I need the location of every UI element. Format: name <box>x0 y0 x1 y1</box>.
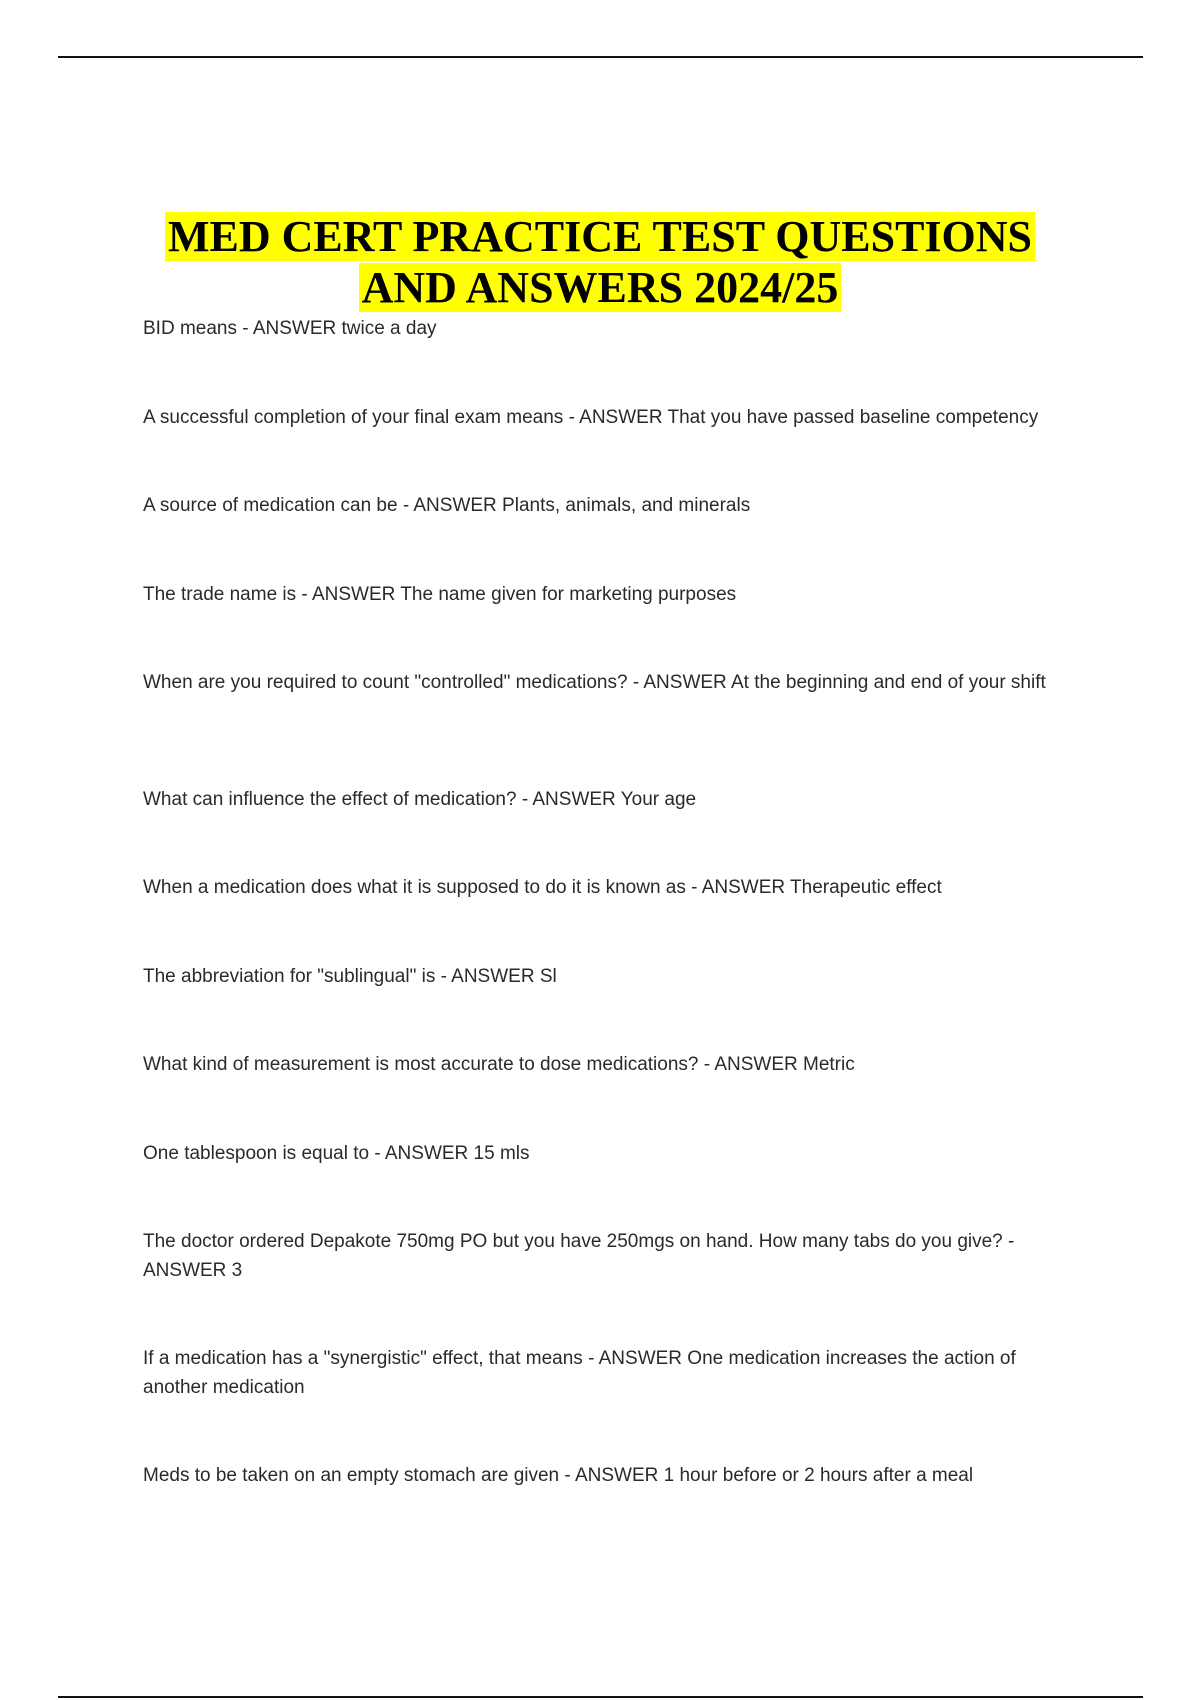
qa-item-final-exam: A successful completion of your final exam means - ANSWER That you have passed baseline competency <box>143 407 1039 428</box>
bottom-rule <box>58 1696 1143 1698</box>
qa-item-therapeutic-effect: When a medication does what it is supposed to do it is known as - ANSWER Therapeutic effect <box>143 877 942 898</box>
qa-item-synergistic: If a medication has a "synergistic" effect, that means - ANSWER One medication increases the action of another medication <box>143 1348 1016 1398</box>
qa-item-controlled-count: When are you required to count "controlled" medications? - ANSWER At the beginning and end of your shift <box>143 672 1046 693</box>
title-line-1: MED CERT PRACTICE TEST QUESTIONS <box>165 212 1035 261</box>
qa-item-bid: BID means - ANSWER twice a day <box>143 318 437 339</box>
qa-item-measurement: What kind of measurement is most accurate to dose medications? - ANSWER Metric <box>143 1054 855 1075</box>
qa-item-sublingual: The abbreviation for "sublingual" is - ANSWER Sl <box>143 966 557 987</box>
qa-item-empty-stomach: Meds to be taken on an empty stomach are given - ANSWER 1 hour before or 2 hours after a meal <box>143 1465 974 1486</box>
top-rule <box>58 56 1143 58</box>
qa-item-influence-effect: What can influence the effect of medication? - ANSWER Your age <box>143 789 697 810</box>
document-title <box>100 211 1100 313</box>
qa-item-medication-source: A source of medication can be - ANSWER Plants, animals, and minerals <box>143 495 751 516</box>
qa-item-trade-name: The trade name is - ANSWER The name given for marketing purposes <box>143 584 737 605</box>
qa-item-tablespoon: One tablespoon is equal to - ANSWER 15 mls <box>143 1143 530 1164</box>
title-line-2: AND ANSWERS 2024/25 <box>359 263 842 312</box>
qa-item-depakote: The doctor ordered Depakote 750mg PO but you have 250mgs on hand. How many tabs do you give? - ANSWER 3 <box>143 1231 1015 1281</box>
